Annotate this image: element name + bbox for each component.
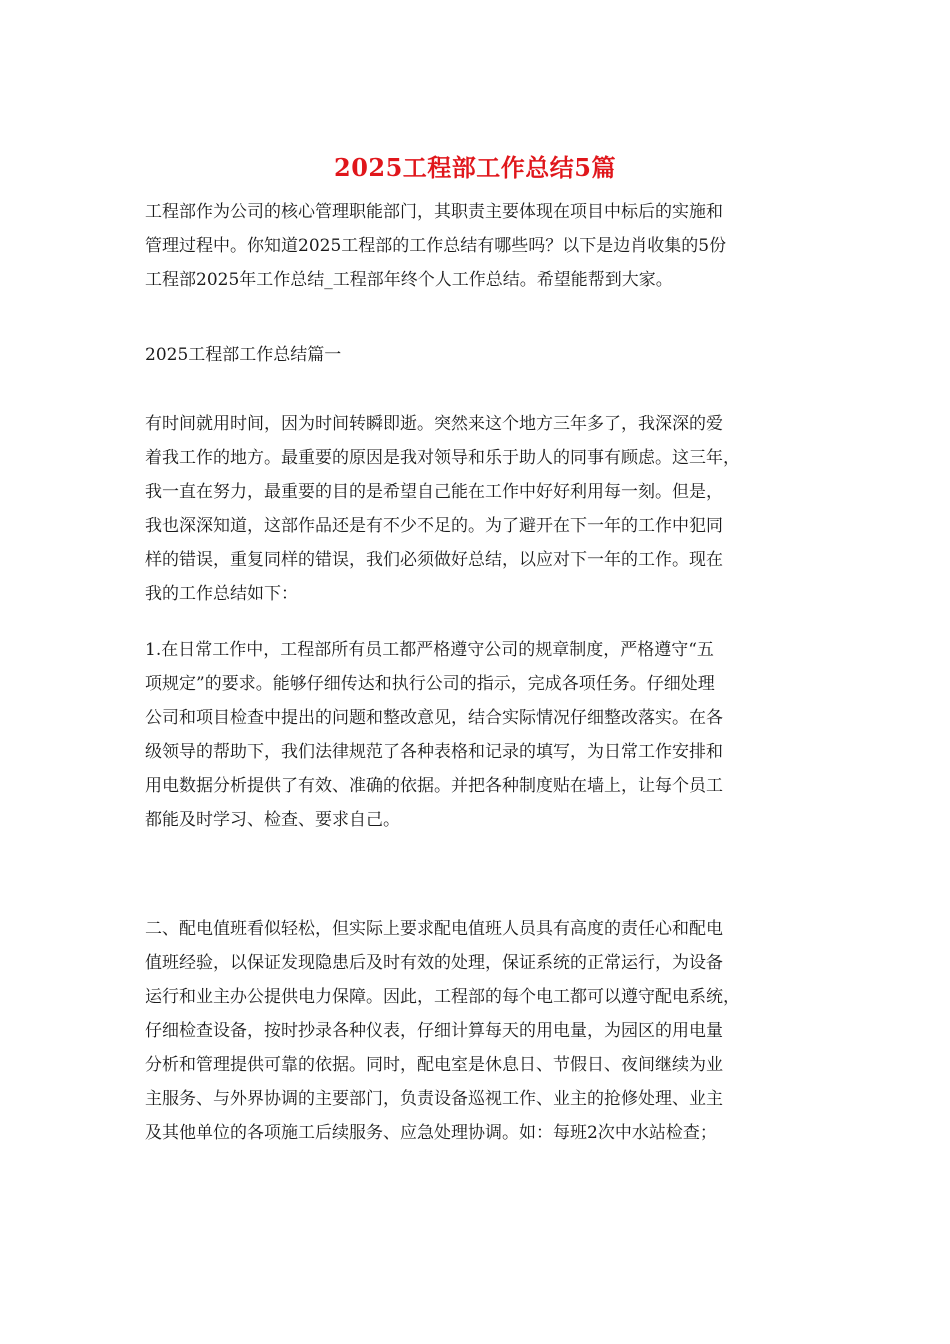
intro-paragraph: [145, 195, 805, 297]
paragraph-3-line: 二、配电值班看似轻松，但实际上要求配电值班人员具有高度的责任心和配电: [145, 919, 723, 939]
intro-line: 工程部2025年工作总结_工程部年终个人工作总结。希望能帮到大家。: [145, 270, 673, 290]
paragraph-1-line: 我也深深知道，这部作品还是有不少不足的。为了避开在下一年的工作中犯同: [145, 516, 723, 536]
paragraph-3-line: 分析和管理提供可靠的依据。同时，配电室是休息日、节假日、夜间继续为业: [145, 1055, 723, 1075]
paragraph-2-line: 项规定”的要求。能够仔细传达和执行公司的指示，完成各项任务。仔细处理: [145, 674, 715, 694]
paragraph-3-line: 仔细检查设备，按时抄录各种仪表，仔细计算每天的用电量，为园区的用电量: [145, 1021, 723, 1041]
intro-line: 工程部作为公司的核心管理职能部门，其职责主要体现在项目中标后的实施和: [145, 202, 723, 222]
paragraph-1-line: 有时间就用时间，因为时间转瞬即逝。突然来这个地方三年多了，我深深的爱: [145, 414, 723, 434]
paragraph-3: [145, 912, 805, 1150]
paragraph-3-line: 值班经验，以保证发现隐患后及时有效的处理，保证系统的正常运行，为设备: [145, 953, 723, 973]
paragraph-3-line: 及其他单位的各项施工后续服务、应急处理协调。如：每班2次中水站检查；: [145, 1123, 717, 1143]
document-title: 2025工程部工作总结5篇: [334, 153, 616, 182]
paragraph-1: [145, 407, 805, 611]
section-heading: [145, 338, 805, 372]
paragraph-2-line: 1.在日常工作中，工程部所有员工都严格遵守公司的规章制度，严格遵守“五: [145, 640, 714, 660]
paragraph-3-line: 运行和业主办公提供电力保障。因此，工程部的每个电工都可以遵守配电系统，: [145, 987, 740, 1007]
paragraph-2-line: 级领导的帮助下，我们法律规范了各种表格和记录的填写，为日常工作安排和: [145, 742, 723, 762]
intro-line: 管理过程中。你知道2025工程部的工作总结有哪些吗？以下是边肖收集的5份: [145, 236, 727, 256]
paragraph-1-line: 着我工作的地方。最重要的原因是我对领导和乐于助人的同事有顾虑。这三年，: [145, 448, 740, 468]
paragraph-2: [145, 633, 805, 837]
paragraph-3-line: 主服务、与外界协调的主要部门，负责设备巡视工作、业主的抢修处理、业主: [145, 1089, 723, 1109]
section-heading-text: 2025工程部工作总结篇一: [145, 345, 342, 365]
paragraph-1-line: 我的工作总结如下：: [145, 584, 298, 604]
paragraph-2-line: 公司和项目检查中提出的问题和整改意见，结合实际情况仔细整改落实。在各: [145, 708, 723, 728]
paragraph-1-line: 我一直在努力，最重要的目的是希望自己能在工作中好好利用每一刻。但是，: [145, 482, 723, 502]
paragraph-2-line: 用电数据分析提供了有效、准确的依据。并把各种制度贴在墙上，让每个员工: [145, 776, 723, 796]
paragraph-1-line: 样的错误，重复同样的错误，我们必须做好总结，以应对下一年的工作。现在: [145, 550, 723, 570]
paragraph-2-line: 都能及时学习、检查、要求自己。: [145, 810, 400, 830]
